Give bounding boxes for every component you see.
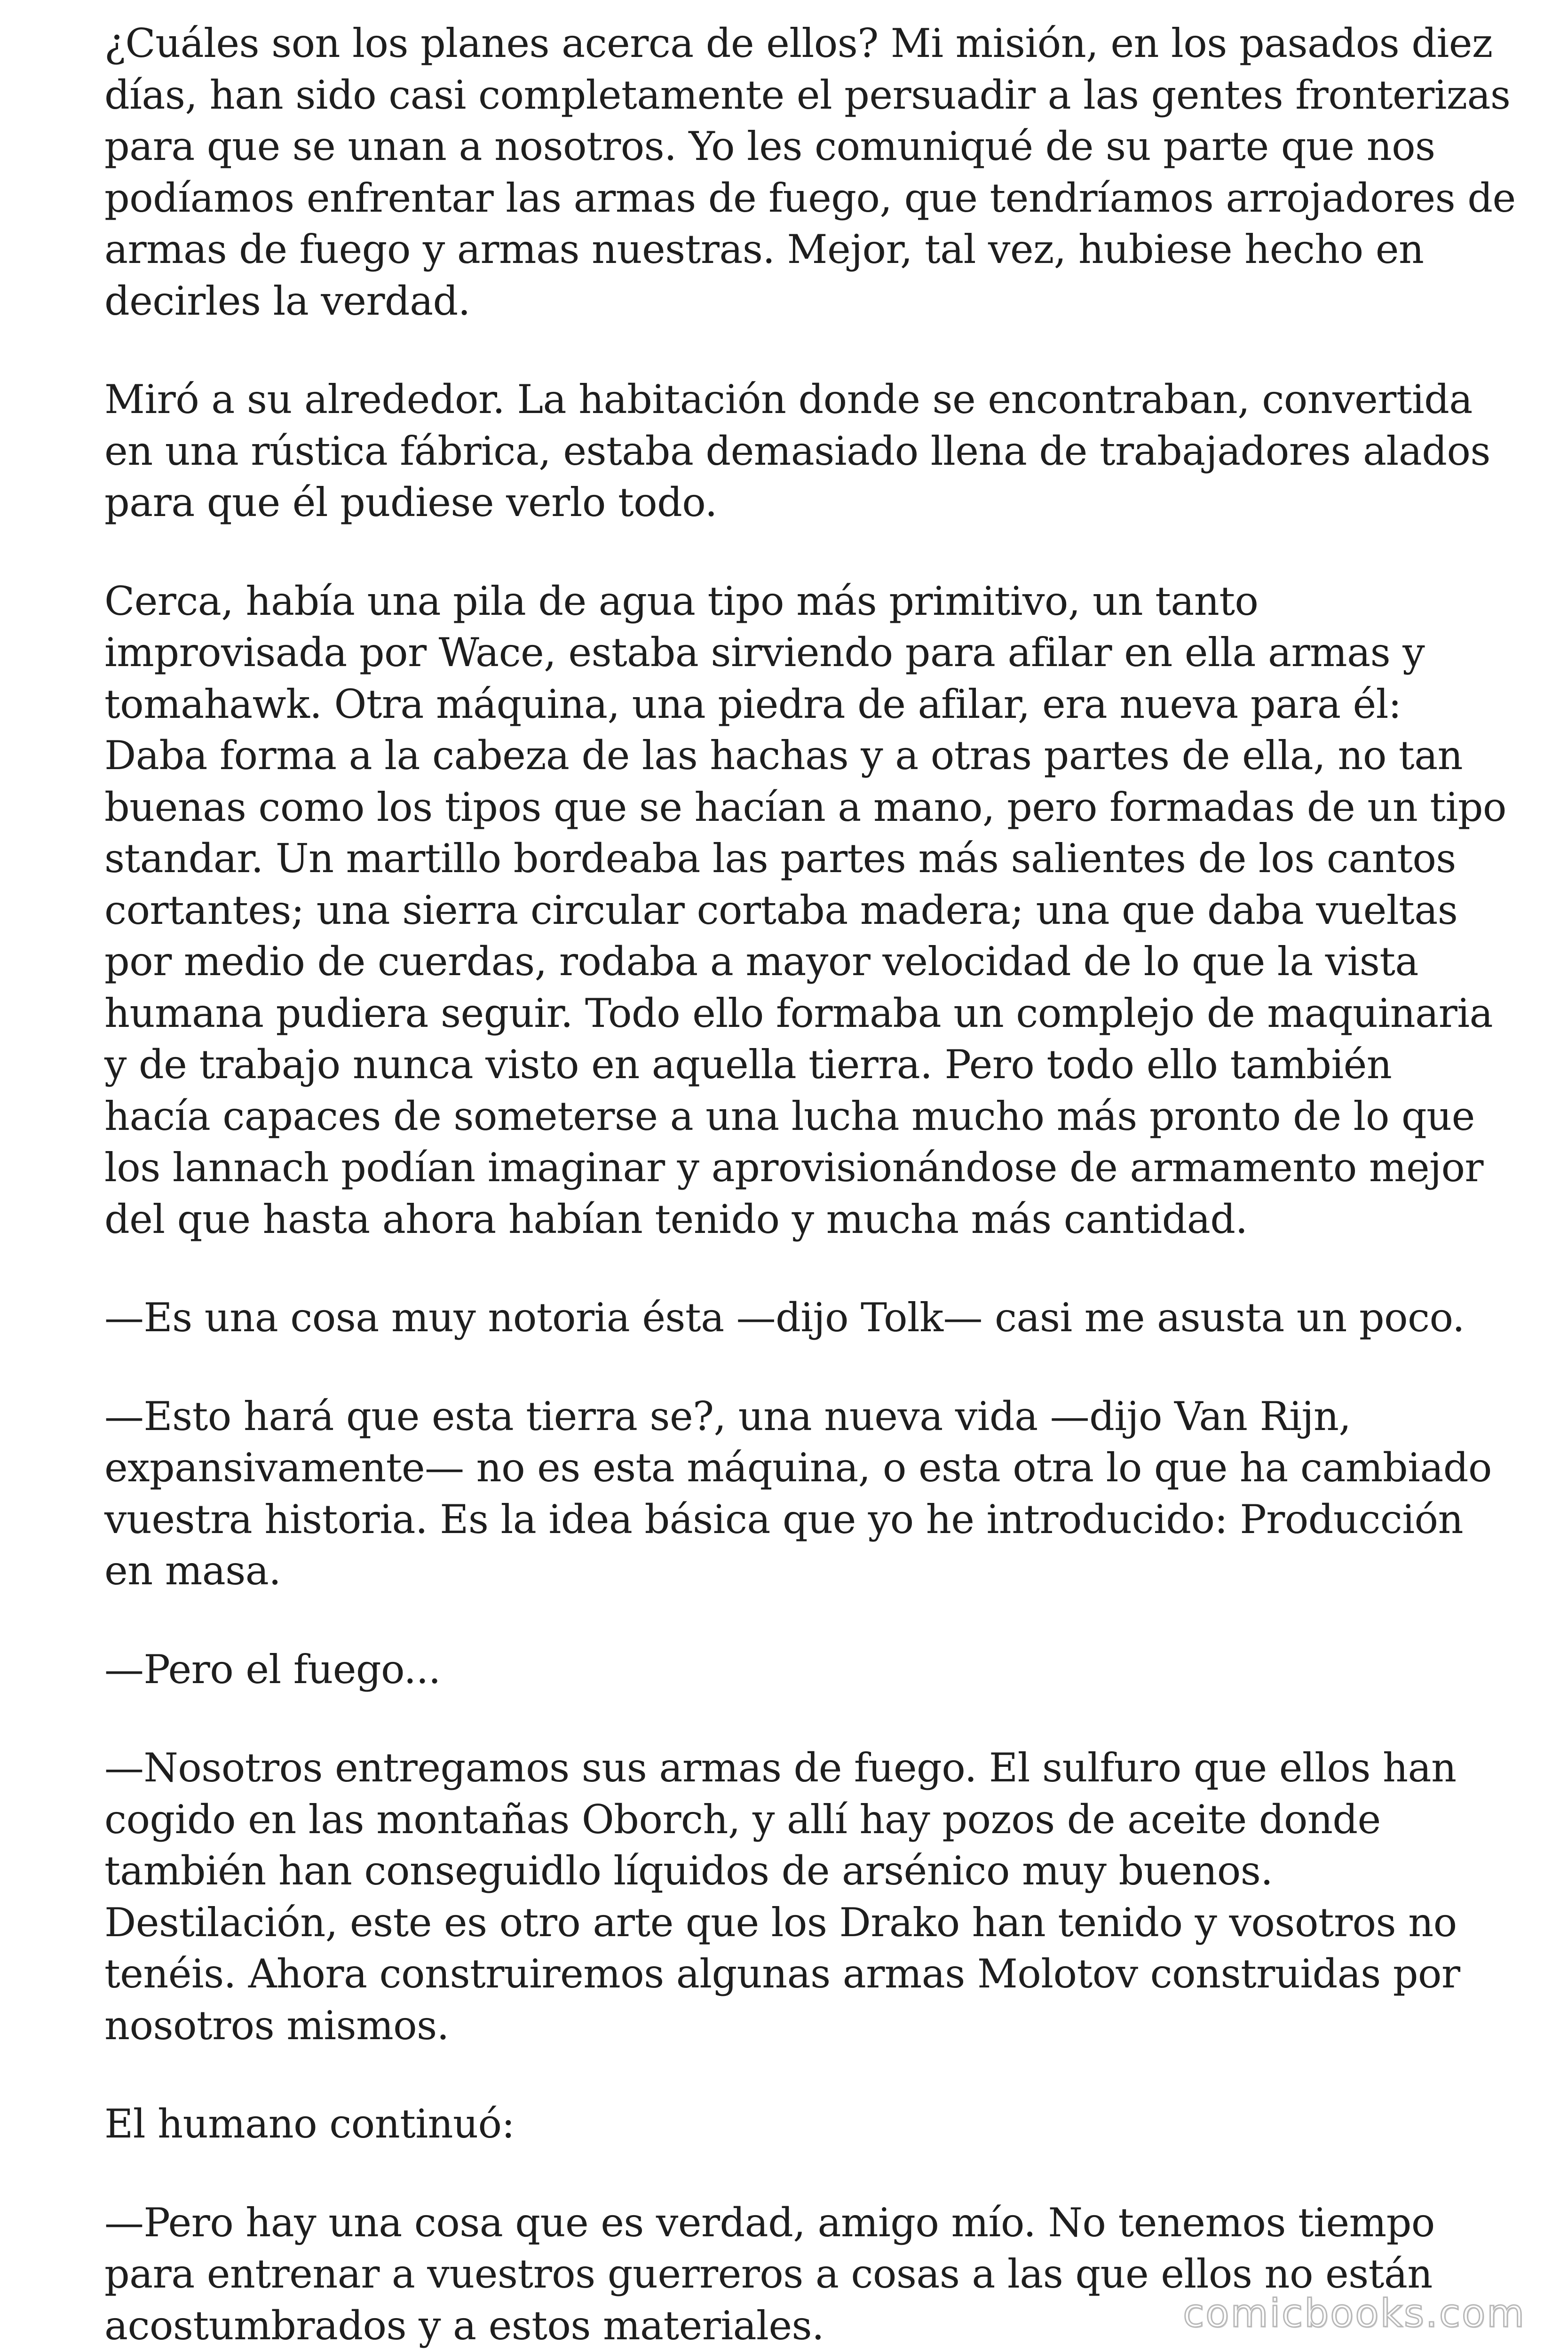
text-line: los lannach podían imaginar y aprovisionándose de armamento mejor [104, 1144, 1483, 1191]
text-line: para que él pudiese verlo todo. [104, 479, 717, 525]
paragraph [104, 576, 1506, 1246]
text-line: cogido en las montañas Oborch, y allí hay pozos de aceite donde [104, 1796, 1381, 1843]
text-line: en masa. [104, 1548, 281, 1594]
text-line: días, han sido casi completamente el persuadir a las gentes fronterizas [104, 72, 1511, 118]
text-line: hacía capaces de someterse a una lucha mucho más pronto de lo que [104, 1093, 1475, 1139]
paragraph [104, 374, 1492, 529]
text-line: acostumbrados y a estos materiales. [104, 2302, 824, 2349]
text-line: tomahawk. Otra máquina, una piedra de afilar, era nueva para él: [104, 681, 1402, 727]
paragraph [104, 1391, 1492, 1597]
text-line: —Pero hay una cosa que es verdad, amigo mío. No tenemos tiempo [104, 2199, 1435, 2246]
text-line: humana pudiera seguir. Todo ello formaba un complejo de maquinaria [104, 990, 1493, 1036]
text-line: buenas como los tipos que se hacían a mano, pero formadas de un tipo [104, 784, 1506, 830]
paragraph [104, 18, 1516, 327]
text-line: —Es una cosa muy notoria ésta —dijo Tolk— casi me asusta un poco. [104, 1295, 1465, 1341]
text-line: expansivamente— no es esta máquina, o esta otra lo que ha cambiado [104, 1445, 1492, 1491]
text-line: nosotros mismos. [104, 2002, 449, 2049]
text-line: —Nosotros entregamos sus armas de fuego. El sulfuro que ellos han [104, 1745, 1457, 1791]
text-line: Cerca, había una pila de agua tipo más primitivo, un tanto [104, 578, 1259, 624]
text-line: cortantes; una sierra circular cortaba madera; una que daba vueltas [104, 887, 1458, 933]
text-line: del que hasta ahora habían tenido y mucha más cantidad. [104, 1196, 1248, 1242]
book-page-text [104, 18, 1516, 2352]
paragraph [104, 1644, 1492, 1696]
text-line: Daba forma a la cabeza de las hachas y a otras partes de ella, no tan [104, 732, 1463, 779]
text-line: ¿Cuáles son los planes acerca de ellos? Mi misión, en los pasados diez [104, 20, 1493, 66]
text-line: para entrenar a vuestros guerreros a cosas a las que ellos no están [104, 2251, 1433, 2297]
text-line: por medio de cuerdas, rodaba a mayor velocidad de lo que la vista [104, 938, 1418, 985]
text-line: standar. Un martillo bordeaba las partes más salientes de los cantos [104, 835, 1456, 882]
paragraph [104, 1742, 1492, 2051]
text-line: en una rústica fábrica, estaba demasiado llena de trabajadores alados [104, 428, 1490, 474]
text-line: y de trabajo nunca visto en aquella tierra. Pero todo ello también [104, 1041, 1392, 1088]
paragraph [104, 2098, 1492, 2150]
text-line: —Esto hará que esta tierra se?, una nueva vida —dijo Van Rijn, [104, 1393, 1351, 1439]
text-line: armas de fuego y armas nuestras. Mejor, tal vez, hubiese hecho en [104, 226, 1424, 272]
text-line: podíamos enfrentar las armas de fuego, que tendríamos arrojadores de [104, 175, 1516, 221]
text-line: vuestra historia. Es la idea básica que yo he introducido: Producción [104, 1496, 1463, 1542]
paragraph [104, 1292, 1492, 1344]
text-line: Miró a su alrededor. La habitación donde se encontraban, convertida [104, 376, 1473, 422]
text-line: decirles la verdad. [104, 278, 470, 324]
text-line: —Pero el fuego... [104, 1646, 441, 1692]
text-line: también han conseguidlo líquidos de arsénico muy buenos. [104, 1848, 1273, 1894]
text-line: El humano continuó: [104, 2101, 515, 2147]
text-line: improvisada por Wace, estaba sirviendo para afilar en ella armas y [104, 629, 1425, 675]
watermark: comicbooks.com [1183, 2291, 1526, 2336]
text-line: Destilación, este es otro arte que los Drako han tenido y vosotros no [104, 1899, 1457, 1946]
text-line: para que se unan a nosotros. Yo les comuniqué de su parte que nos [104, 123, 1435, 169]
text-line: tenéis. Ahora construiremos algunas armas Molotov construidas por [104, 1951, 1460, 1997]
